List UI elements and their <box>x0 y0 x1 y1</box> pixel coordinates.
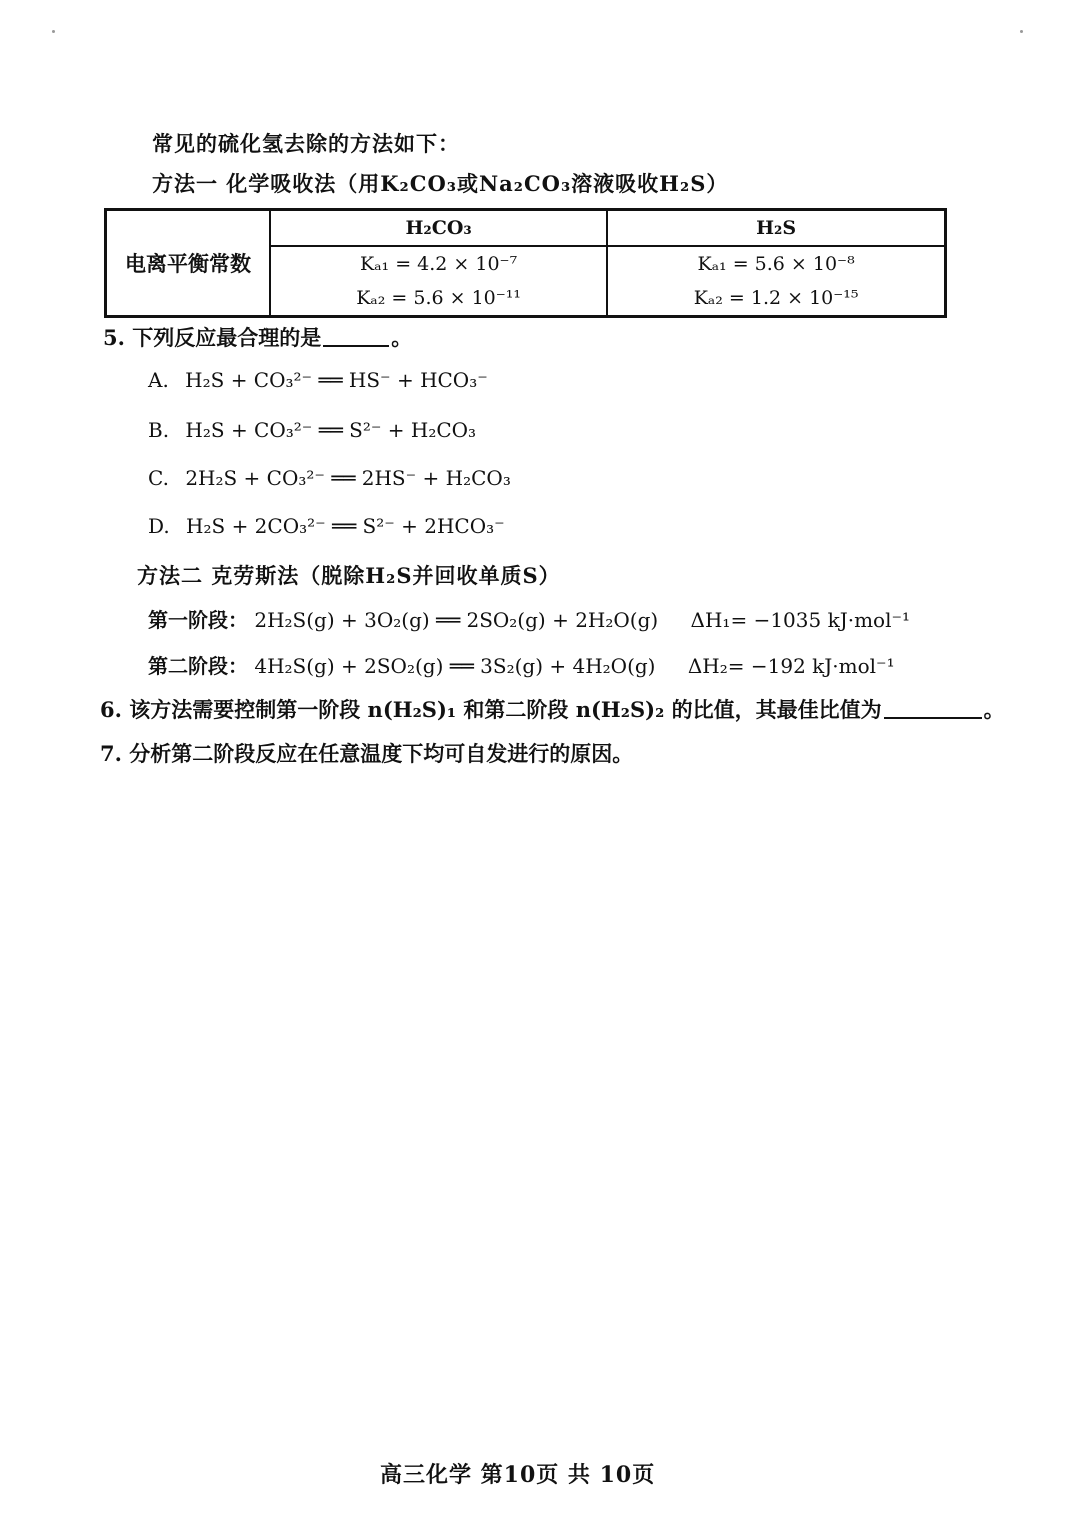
option-c <box>148 466 511 490</box>
option-d-label: D. <box>148 514 170 538</box>
option-c-text: 2H₂S + CO₃²⁻ ══ 2HS⁻ + H₂CO₃ <box>185 466 511 490</box>
question-5-end: 。 <box>391 325 413 350</box>
scan-speck-left <box>52 30 55 33</box>
stage-one-line <box>148 604 910 633</box>
question-6 <box>100 694 1005 724</box>
question-7-number: 7. <box>100 741 122 766</box>
h2s-ka1: Kₐ₁ = 5.6 × 10⁻⁸ <box>697 253 855 275</box>
h2co3-ka2: Kₐ₂ = 5.6 × 10⁻¹¹ <box>356 287 522 309</box>
h2s-ka2: Kₐ₂ = 1.2 × 10⁻¹⁵ <box>693 287 859 309</box>
question-5-number: 5. <box>103 325 125 350</box>
option-b-label: B. <box>148 418 170 442</box>
option-a <box>148 368 488 392</box>
question-6-end: 。 <box>983 697 1005 722</box>
stage-one-equation: 2H₂S(g) + 3O₂(g) ══ 2SO₂(g) + 2H₂O(g) <box>254 608 659 632</box>
method-one-heading: 方法一 化学吸收法（用K₂CO₃或Na₂CO₃溶液吸收H₂S） <box>152 171 729 196</box>
page-footer: 高三化学 第10页 共 10页 <box>380 1462 656 1488</box>
stage-two-label: 第二阶段： <box>148 654 248 678</box>
table-row-header: 电离平衡常数 <box>106 210 271 317</box>
question-5-text: 下列反应最合理的是 <box>132 325 322 350</box>
question-6-text: 该方法需要控制第一阶段 n(H₂S)₁ 和第二阶段 n(H₂S)₂ 的比值，其最佳比值为 <box>129 697 882 722</box>
stage-one-enthalpy: ΔH₁= −1035 kJ·mol⁻¹ <box>690 608 911 632</box>
stage-two-line <box>148 650 895 679</box>
ionization-constant-table <box>104 208 947 318</box>
h2co3-ka1: Kₐ₁ = 4.2 × 10⁻⁷ <box>360 253 518 275</box>
question-5 <box>103 322 412 352</box>
method-two-heading: 方法二 克劳斯法（脱除H₂S并回收单质S） <box>137 563 561 588</box>
question-7-text: 分析第二阶段反应在任意温度下均可自发进行的原因。 <box>129 741 634 766</box>
table-col-h2co3-header: H₂CO₃ <box>270 210 607 247</box>
stage-two-enthalpy: ΔH₂= −192 kJ·mol⁻¹ <box>687 654 895 678</box>
question-5-answer-blank[interactable] <box>323 344 389 347</box>
option-d-text: H₂S + 2CO₃²⁻ ══ S²⁻ + 2HCO₃⁻ <box>186 514 505 538</box>
option-b <box>148 418 476 442</box>
option-c-label: C. <box>148 466 169 490</box>
option-d <box>148 514 505 538</box>
option-a-text: H₂S + CO₃²⁻ ══ HS⁻ + HCO₃⁻ <box>185 368 488 392</box>
option-a-label: A. <box>148 368 169 392</box>
table-col-h2s-header: H₂S <box>607 210 945 247</box>
question-7 <box>100 738 633 768</box>
question-6-number: 6. <box>100 697 122 722</box>
question-6-answer-blank[interactable] <box>884 716 982 719</box>
option-b-text: H₂S + CO₃²⁻ ══ S²⁻ + H₂CO₃ <box>185 418 477 442</box>
scan-speck-right <box>1020 30 1023 33</box>
stage-two-equation: 4H₂S(g) + 2SO₂(g) ══ 3S₂(g) + 4H₂O(g) <box>254 654 656 678</box>
stage-one-label: 第一阶段： <box>148 608 248 632</box>
table-cell-h2s-constants <box>607 246 945 317</box>
table-cell-h2co3-constants <box>270 246 607 317</box>
intro-line: 常见的硫化氢去除的方法如下： <box>152 131 460 156</box>
